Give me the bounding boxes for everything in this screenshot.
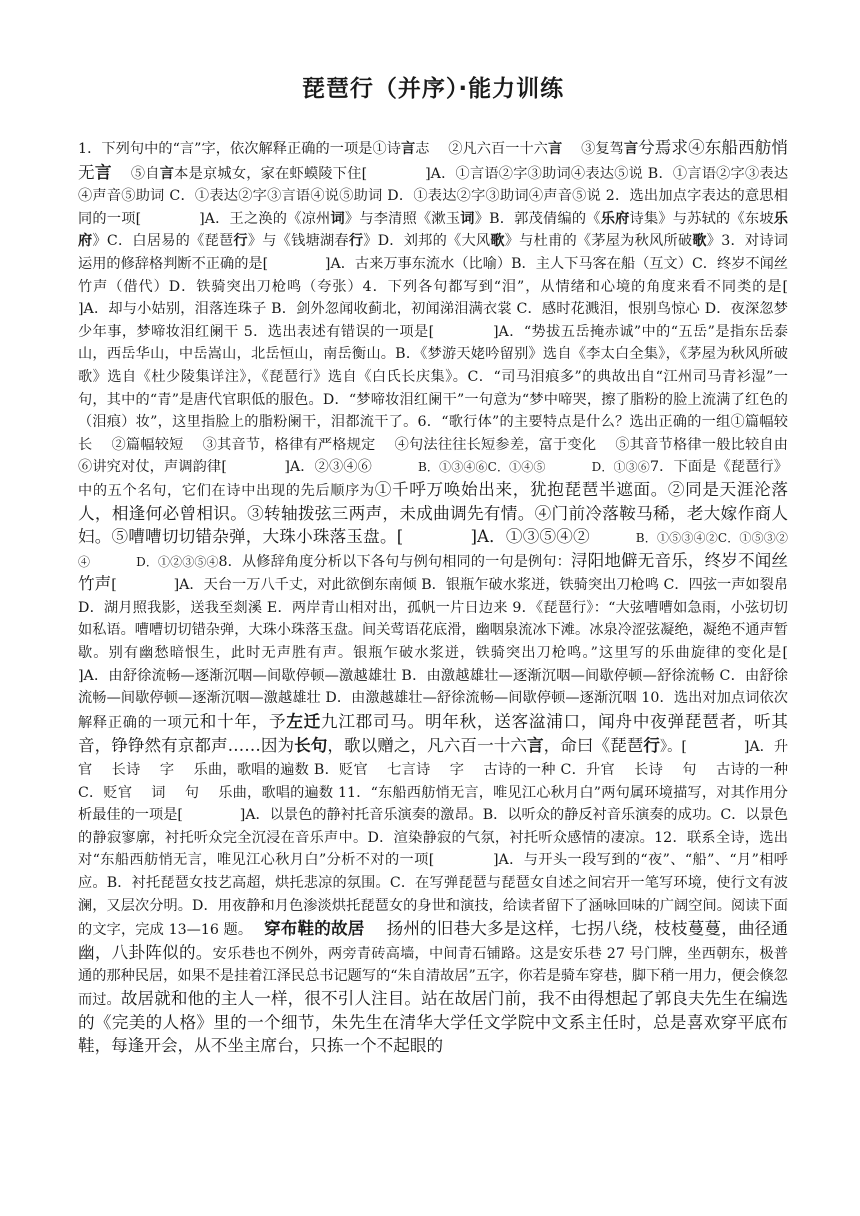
text-segment: ，歌以赠之，凡六百一十六: [327, 736, 527, 756]
text-segment: 1．下列句中的“言”字，依次解释正确的一项是①诗: [78, 141, 401, 157]
text-segment: B．①③④⑥C．①④⑤: [417, 460, 546, 475]
text-segment: 8．从修辞角度分析以下各句与例句相同的一句是例句：: [218, 553, 571, 570]
text-segment: 左迁: [286, 710, 322, 731]
text-segment: 》D．刘邦的《大风: [363, 233, 491, 250]
text-segment: 7．下面是《琵琶行》中的五个名句，它们在诗中出现的先后顺序为: [78, 459, 788, 499]
text-segment: 志 ②凡六百一十六: [415, 141, 549, 157]
text-segment: 穿布鞋的故居: [264, 918, 365, 939]
text-segment: 浔阳地僻无音乐，终岁不闻丝竹声: [78, 550, 789, 594]
text-segment: D．①②③⑤④: [136, 554, 219, 569]
text-segment: 歌: [490, 233, 505, 250]
text-segment: 扬州的旧巷大多是这样，七拐八绕，枝枝蔓蔓，曲径通幽，八卦阵似的。: [78, 919, 788, 962]
text-segment: 言: [159, 165, 175, 182]
text-segment: 兮焉求④东船西舫悄无: [78, 138, 788, 182]
text-segment: 言: [400, 141, 416, 157]
text-segment: 》3．对诗词运用的修辞格判断不正确的是[ ]A．古来万事东流水（比喻）B．主人下马客在船（互文）C．终岁不闻丝竹声（借代）D．铁骑突出刀枪鸣（夸张）4．下列各句都写到“泪”，从情绪和心境的角度来看不同类的是[ ]A．却与小姑别，泪落连珠子 B．剑外忽闻收蓟北，初闻涕泪满衣裳 C．感时花溅泪，恨别鸟惊心 D．夜深忽梦少年事，梦啼妆泪红阑干 5．选出表述有错误的一项是[ ]A．“势拔五岳掩赤诚”中的“五岳”是指东岳泰山，西岳华山，中岳嵩山，北岳恒山，南岳衡山。B．《梦游天姥吟留别》选自《李太白全集》，《茅屋为秋风所破歌》选自《杜少陵集详注》，《琵琶行》选自《白氏长庆集》。C．“司马泪痕多”的典故出自“江州司马青衫湿”一句，其中的“青”是唐代官职低的服色。D．“梦啼妆泪红阑干”一句意为“梦中啼哭，擦了脂粉的脸上流满了红色的（泪痕）妆”，这里指脸上的脂粉阑干，泪都流干了。6．“歌行体”的主要特点是什么？选出正确的一组①篇幅较长: [78, 233, 845, 453]
text-segment: 诗集》与苏轼的《东坡: [629, 210, 774, 227]
text-segment: 言: [548, 141, 563, 157]
text-segment: ，命曰《琵琶: [543, 736, 644, 756]
text-segment: 行: [348, 233, 364, 250]
text-segment: 安乐巷也不例外，两旁青砖高墙，中间青石铺路。这是安乐巷 27 号门牌，坐西朝东，极普通的那种民居，如果不是挂着江泽民总书记题写的“朱自清故居”五字，你若是骑车穿巷，脚下稍一用力，便会倏忽而过。: [78, 945, 789, 1008]
text-segment: 言: [526, 735, 544, 756]
text-segment: 》。[ ]A．升官 长诗 字 乐曲，歌唱的遍数 B．贬官 七言诗 字 古诗的一种 C．升官 长诗 句 古诗的一种 C．贬官 词 句 乐曲，歌唱的遍数 11．“东船西舫悄无言，唯见江心秋月白”两句属环境描写，对其作用分析最佳的一项是[ ]A．以景色的静衬托音乐演奏的激昂。B．以听众的静反衬音乐演奏的成功。C．以景色的静寂寥廓，衬托听众完全沉浸在音乐声中。D．渲染静寂的气氛，衬托听众感情的凄凉。12．联系全诗，选出对“东船西舫悄无言，唯见江心秋月白”分析不对的一项[ ]A．与开头一段写到的“夜”、“船”、“月”相呼应。B．衬托琵琶女技艺高超，烘托悲凉的氛围。C．在写弹琵琶与琵琶女自述之间宕开一笔写环境，使行文有波澜，又层次分明。D．用夜静和月色渗淡烘托琵琶女的身世和演技，给读者留下了涵咏回味的广阔空间。: [78, 739, 789, 914]
page-title: 琵琶行（并序）·能力训练: [301, 76, 565, 102]
text-segment: 元和十年，予: [182, 711, 287, 731]
text-segment: 故居就和他的主人一样，很不引人注目。站在故居门前，我不由得想起了郭良夫先生在编选的《完美的人格》里的一个细节，朱先生在清华大学任文学院中文系主任时，总是喜欢穿平底布鞋，每逢开会，从不坐主席台，只拣一个不起眼的: [78, 988, 788, 1056]
text-segment: 行: [643, 735, 661, 756]
text-segment: 乐府: [78, 210, 788, 250]
text-segment: 九江郡司马。明年秋，送客湓浦口，闻舟中夜弹琵琶者，听其音，铮铮然有京都声……因为: [78, 711, 789, 756]
text-segment: [ ]A．天台一万八千丈，对此欲倒东南倾 B．银瓶乍破水浆迸，铁骑突出刀枪鸣 C．四弦一声如裂帛 D．湖月照我影，送我至剡溪 E．两岸青山相对出，孤帆一片日边来 9．《琵琶行》：“大弦嘈嘈如急雨，小弦切切如私语。嘈嘈切切错杂弹，大珠小珠落玉盘。间关莺语花底滑，幽咽泉流冰下滩。冰泉冷涩弦凝绝，凝绝不通声暂歇。别有幽愁暗恨生，此时无声胜有声。银瓶乍破水浆迸，铁骑突出刀枪鸣。”这里写的乐曲旋律的变化是[ ]A．由舒徐流畅—逐渐沉咽—间歇停顿—激越雄壮 B．由激越雄壮—逐渐沉咽—间歇停顿—舒徐流畅 C．由舒徐流畅—间歇停顿—逐渐沉咽—激越雄壮 D．由激越雄壮—舒徐流畅—间歇停顿—逐渐沉咽 10．选出对加点词依次解释正确的一项: [78, 577, 845, 731]
text-segment: ②篇幅较短 ③其音节，格律有严格规定 ④句法往往长短参差，富于变化 ⑤其音节格律一般比较自由 ⑥讲究对仗，声调韵律[ ]A．②③④⑥: [78, 436, 807, 476]
text-segment: 本是京城女，家在虾蟆陵下住[ ]A．①言语②字③助词④表达⑤说 B．①言语②字③表达④声音⑤助词 C．①表达②字③言语④说⑤助词 D．①表达②字③助词④声音⑤说 2．选出加点字表达的意思相同的一项[ ]A．王之涣的《凉州: [78, 165, 789, 227]
text-segment: 言: [94, 161, 112, 182]
text-segment: 词: [460, 210, 475, 227]
text-segment: ⑤自: [111, 165, 160, 182]
text-segment: 乐府: [600, 210, 630, 227]
text-segment: ③复驾: [562, 141, 624, 157]
text-segment: 行: [233, 233, 248, 250]
text-segment: 词: [330, 210, 345, 227]
text-segment: 》C．白居易的《琵琶: [92, 233, 234, 250]
text-segment: B．①⑤③④②C．①⑤③②④: [78, 531, 788, 569]
text-segment: 》与《钱塘湖春: [247, 233, 349, 250]
exercise-text: [78, 137, 845, 1059]
text-segment: 长句: [294, 735, 328, 756]
text-segment: 》B．郭茂倩编的《: [474, 210, 601, 227]
text-segment: 》与杜甫的《茅屋为秋风所破: [504, 233, 693, 250]
text-segment: D．①③⑥: [591, 460, 650, 475]
text-segment: 言: [623, 141, 639, 157]
text-segment: 阅读下面的文字，完成 13—16 题。: [78, 897, 788, 939]
text-segment: 歌: [692, 233, 707, 250]
text-segment: 》与李清照《漱玉: [344, 210, 461, 227]
text-segment: ①千呼万唤始出来，犹抱琵琶半遮面。②同是天涯沦落人，相逢何必曾相识。③转轴拨弦三两声，未成曲调先有情。④门前冷落鞍马稀，老大嫁作商人妇。⑤嘈嘈切切错杂弹，大珠小珠落玉盘。[ ]A．①③⑤④②: [78, 479, 788, 547]
